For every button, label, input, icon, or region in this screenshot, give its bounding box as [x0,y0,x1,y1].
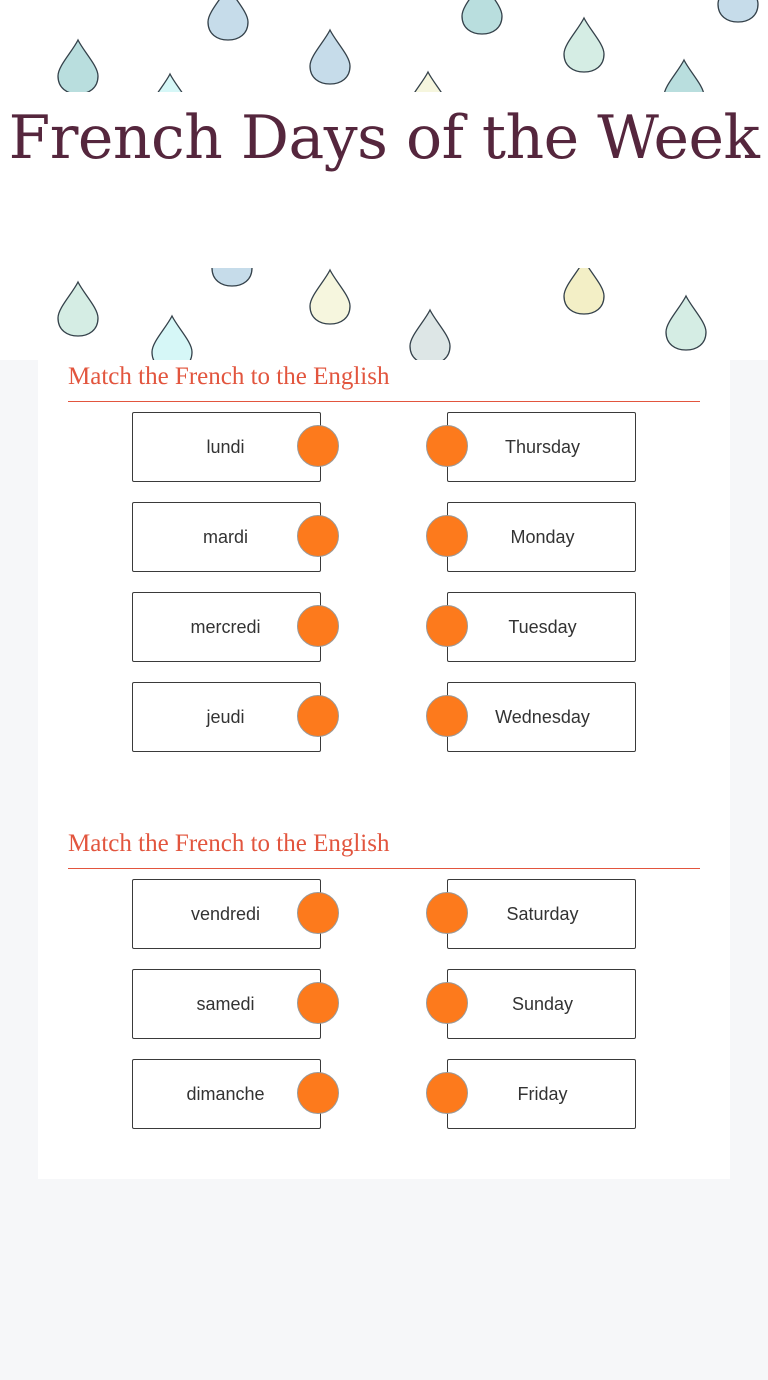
right-connector-dot[interactable] [426,892,468,934]
french-word-label: vendredi [190,903,261,924]
match-rows [68,412,700,752]
left-connector-dot[interactable] [297,425,339,467]
english-word-label: Thursday [504,436,581,457]
french-word-card[interactable] [132,412,321,482]
english-word-card[interactable] [447,682,636,752]
french-word-card[interactable] [132,502,321,572]
page-title: French Days of the Week [8,103,760,173]
right-connector-dot[interactable] [426,1072,468,1114]
left-connector-dot[interactable] [297,605,339,647]
left-connector-dot[interactable] [297,892,339,934]
french-word-card[interactable] [132,879,321,949]
left-connector-dot[interactable] [297,695,339,737]
english-word-card[interactable] [447,879,636,949]
english-word-card[interactable] [447,1059,636,1129]
english-word-card[interactable] [447,592,636,662]
right-connector-dot[interactable] [426,425,468,467]
right-connector-dot[interactable] [426,982,468,1024]
right-connector-dot[interactable] [426,605,468,647]
english-word-label: Sunday [511,993,574,1014]
section-heading: Match the French to the English [68,362,700,402]
french-word-card[interactable] [132,969,321,1039]
french-word-label: mercredi [190,616,261,637]
match-row [68,502,700,572]
match-row [68,879,700,949]
match-row [68,1059,700,1129]
match-section-1 [68,362,700,772]
french-word-label: samedi [196,993,255,1014]
left-connector-dot[interactable] [297,982,339,1024]
match-row [68,592,700,662]
english-word-label: Saturday [506,903,579,924]
french-word-label: dimanche [186,1083,265,1104]
english-word-label: Monday [510,526,575,547]
english-word-card[interactable] [447,502,636,572]
french-word-card[interactable] [132,592,321,662]
match-row [68,412,700,482]
right-connector-dot[interactable] [426,515,468,557]
french-word-card[interactable] [132,682,321,752]
french-word-label: lundi [206,436,245,457]
english-word-card[interactable] [447,412,636,482]
left-connector-dot[interactable] [297,515,339,557]
english-word-label: Friday [517,1083,568,1104]
english-word-label: Tuesday [508,616,577,637]
english-word-label: Wednesday [495,706,590,727]
left-connector-dot[interactable] [297,1072,339,1114]
match-row [68,969,700,1039]
english-word-card[interactable] [447,969,636,1039]
french-word-label: mardi [202,526,248,547]
header-banner [0,0,768,360]
right-connector-dot[interactable] [426,695,468,737]
section-heading: Match the French to the English [68,829,700,869]
french-word-card[interactable] [132,1059,321,1129]
match-rows [68,879,700,1129]
match-row [68,682,700,752]
worksheet-card [38,360,730,1179]
french-word-label: jeudi [206,706,245,727]
match-section-2 [68,829,700,1149]
